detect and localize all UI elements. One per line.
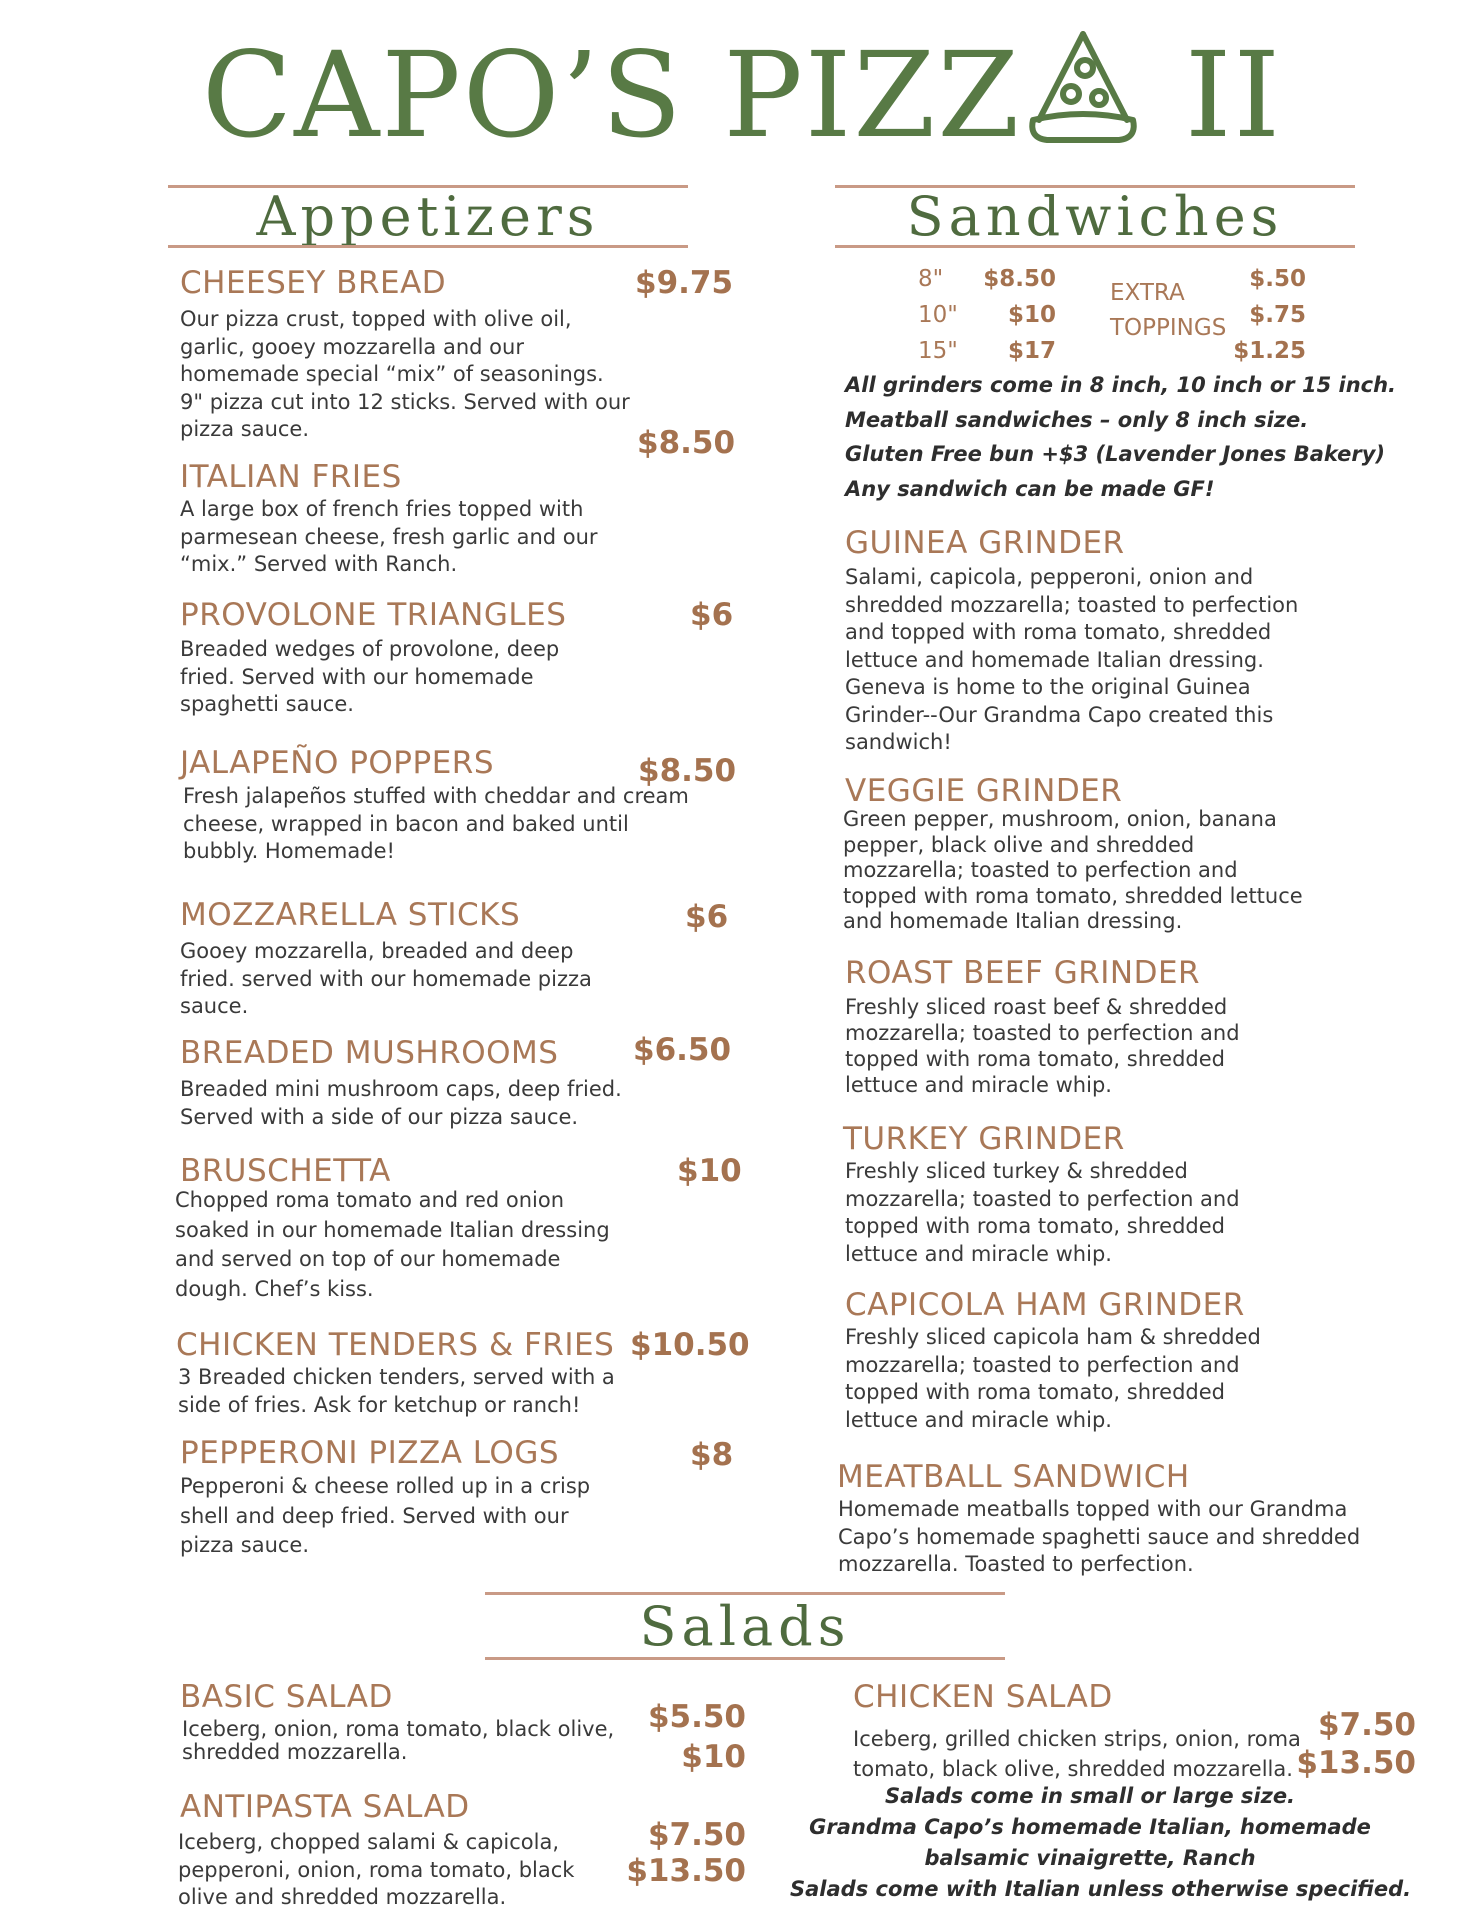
appetizer-price: $8.50 — [637, 425, 736, 461]
appetizer-price: $8 — [690, 1437, 734, 1473]
salad-note: Salads come with Italian unless otherwise specified. — [790, 1877, 1412, 1901]
appetizer-name: CHEESEY BREAD — [180, 265, 447, 301]
title-text-left: CAPO’S PIZZ — [201, 26, 1022, 164]
sandwich-description: Homemade meatballs topped with our Grandma Capo’s homemade spaghetti sauce and shredded mozzarella. Toasted to perfection. — [838, 1497, 1361, 1576]
appetizer-name: PROVOLONE TRIANGLES — [180, 597, 567, 633]
salad-note: Salads come in small or large size. — [884, 1784, 1296, 1808]
sandwich-size-price: $17 — [1007, 338, 1056, 364]
restaurant-title — [0, 26, 1484, 164]
appetizer-name: MOZZARELLA STICKS — [180, 897, 521, 933]
appetizer-price: $10 — [677, 1153, 742, 1189]
sandwich-size-price: $8.50 — [983, 266, 1056, 292]
sandwich-size-price: $10 — [1007, 302, 1056, 328]
appetizer-price: $8.50 — [638, 753, 737, 789]
salad-description: Iceberg, chopped salami & capicola, pepperoni, onion, roma tomato, black olive and shredded mozzarella. — [178, 1830, 575, 1909]
appetizer-name: CHICKEN TENDERS & FRIES — [176, 1327, 615, 1363]
salad-price-small: $7.50 — [1317, 1707, 1416, 1743]
salad-price-large: $13.50 — [1296, 1745, 1416, 1781]
extra-toppings-price: $.50 — [1249, 266, 1306, 292]
salad-note: balsamic vinaigrette, Ranch — [924, 1846, 1256, 1870]
appetizer-name: ITALIAN FRIES — [180, 459, 402, 495]
appetizer-description: A large box of french fries topped with parmesean cheese, fresh garlic and our “mix.” Served with Ranch. — [180, 497, 598, 576]
salad-price-small: $7.50 — [647, 1817, 746, 1853]
appetizers-rule-bottom — [168, 245, 688, 248]
sandwich-name: TURKEY GRINDER — [843, 1121, 1125, 1157]
salad-price-large: $13.50 — [626, 1853, 746, 1889]
appetizer-description: 3 Breaded chicken tenders, served with a side of fries. Ask for ketchup or ranch! — [178, 1365, 615, 1417]
appetizer-description: Gooey mozzarella, breaded and deep fried. served with our homemade pizza sauce. — [180, 939, 592, 1018]
sandwich-name: MEATBALL SANDWICH — [837, 1459, 1190, 1495]
appetizer-price: $6.50 — [633, 1032, 732, 1068]
salad-name: ANTIPASTA SALAD — [180, 1789, 470, 1825]
title-text-right: II — [1145, 26, 1283, 164]
salads-rule-bottom — [485, 1657, 1005, 1660]
sandwich-size: 10" — [918, 302, 958, 328]
sandwich-description: Freshly sliced turkey & shredded mozzarella; toasted to perfection and topped with roma tomato, shredded lettuce and miracle whip. — [845, 1159, 1240, 1266]
appetizer-description: Pepperoni & cheese rolled up in a crisp shell and deep fried. Served with our pizza sauce. — [180, 1474, 591, 1557]
appetizer-description: Breaded mini mushroom caps, deep fried. Served with a side of our pizza sauce. — [180, 1077, 622, 1129]
extra-toppings-label: EXTRA — [1110, 280, 1185, 306]
appetizer-price: $10.50 — [630, 1327, 750, 1363]
salad-price-small: $5.50 — [647, 1699, 746, 1735]
sandwiches-heading: Sandwiches — [906, 185, 1284, 248]
sandwiches-rule-bottom — [835, 245, 1355, 248]
sandwich-name: GUINEA GRINDER — [845, 525, 1125, 561]
appetizers-heading: Appetizers — [256, 185, 600, 248]
salad-name: CHICKEN SALAD — [853, 1679, 1113, 1715]
appetizer-name: JALAPEÑO POPPERS — [180, 745, 495, 781]
sandwich-description: Green pepper, mushroom, onion, banana pepper, black olive and shredded mozzarella; toasted to perfection and topped with roma tomato, shredded lettuce and homemade Italian dressing. — [843, 807, 1303, 933]
sandwich-description: Salami, capicola, pepperoni, onion and shredded mozzarella; toasted to perfection and topped with roma tomato, shredded lettuce and homemade Italian dressing. Geneva is home to the original Guinea Grinder--Our Grandma Capo created this sandwich! — [845, 565, 1299, 754]
appetizer-description: Chopped roma tomato and red onion soaked in our homemade Italian dressing and served on top of our homemade dough. Chef’s kiss. — [175, 1188, 610, 1301]
appetizer-price: $6 — [690, 597, 734, 633]
appetizer-name: BREADED MUSHROOMS — [180, 1035, 559, 1071]
appetizer-price: $6 — [685, 899, 729, 935]
extra-toppings-price: $1.25 — [1233, 338, 1306, 364]
extra-toppings-price: $.75 — [1249, 302, 1306, 328]
salad-name: BASIC SALAD — [180, 1679, 393, 1715]
sandwich-note: Any sandwich can be made GF! — [845, 477, 1215, 501]
sandwich-note: Meatball sandwiches – only 8 inch size. — [845, 408, 1309, 432]
pizza-slice-icon — [1027, 28, 1139, 148]
sandwich-note: Gluten Free bun +$3 (Lavender Jones Bakery) — [845, 442, 1385, 466]
salad-price-large: $10 — [681, 1739, 746, 1775]
salad-description: Iceberg, grilled chicken strips, onion, roma tomato, black olive, shredded mozzarella. — [853, 1727, 1301, 1781]
appetizer-description: Our pizza crust, topped with olive oil, garlic, gooey mozzarella and our homemade special “mix” of seasonings. 9" pizza cut into 12 sticks. Served with our pizza sauce. — [180, 307, 630, 441]
sandwich-name: VEGGIE GRINDER — [845, 773, 1123, 809]
sandwich-description: Freshly sliced roast beef & shredded mozzarella; toasted to perfection and topped with roma tomato, shredded lettuce and miracle whip. — [845, 995, 1240, 1097]
appetizer-name: BRUSCHETTA — [180, 1153, 391, 1189]
sandwich-description: Freshly sliced capicola ham & shredded mozzarella; toasted to perfection and topped with roma tomato, shredded lettuce and miracle whip. — [845, 1325, 1261, 1432]
sandwich-note: All grinders come in 8 inch, 10 inch or 15 inch. — [845, 373, 1397, 397]
appetizer-description: Breaded wedges of provolone, deep fried. Served with our homemade spaghetti sauce. — [180, 637, 560, 716]
appetizer-price: $9.75 — [635, 265, 734, 301]
salad-note: Grandma Capo’s homemade Italian, homemade — [809, 1815, 1371, 1839]
extra-toppings-label: TOPPINGS — [1110, 315, 1227, 341]
appetizer-description: Fresh jalapeños stuffed with cheddar and cream cheese, wrapped in bacon and baked until bubbly. Homemade! — [183, 784, 689, 863]
sandwich-name: CAPICOLA HAM GRINDER — [845, 1287, 1245, 1323]
sandwich-size: 15" — [918, 338, 958, 364]
salad-description: Iceberg, onion, roma tomato, black olive, shredded mozzarella. — [182, 1717, 615, 1764]
appetizer-name: PEPPERONI PIZZA LOGS — [180, 1435, 560, 1471]
salads-heading: Salads — [639, 1595, 851, 1658]
sandwich-name: ROAST BEEF GRINDER — [845, 955, 1201, 991]
sandwich-size: 8" — [918, 266, 944, 292]
